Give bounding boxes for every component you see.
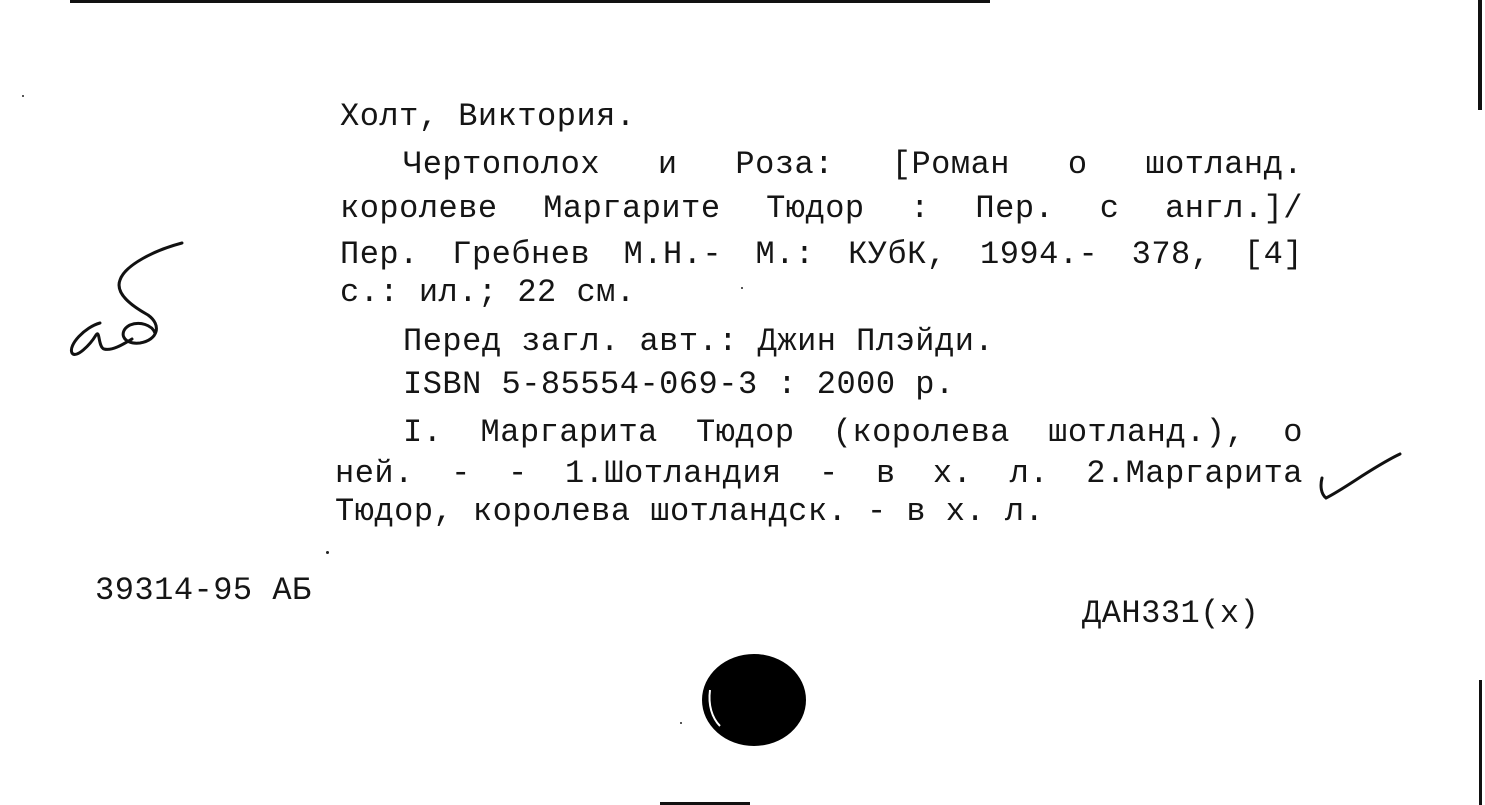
scan-speck (741, 287, 743, 289)
right-edge-mark (1479, 680, 1482, 805)
classification-code: ДАН331(х) (1082, 595, 1260, 632)
description-line: Пер. Гребнев М.Н.- М.: КУбК, 1994.- 378, [4] (340, 236, 1303, 273)
author-heading: Холт, Виктория. (340, 98, 636, 135)
author-note: Перед загл. авт.: Джин Плэйди. (403, 323, 995, 360)
right-edge-mark (1478, 0, 1482, 110)
subject-line: ней. - - 1.Шотландия - в х. л. 2.Маргарита (335, 455, 1303, 492)
description-line: королеве Маргарите Тюдор : Пер. с англ.]/ (340, 190, 1303, 227)
top-edge-mark (70, 0, 990, 3)
subject-line: Тюдор, королева шотландск. - в х. л. (335, 493, 1045, 530)
description-line: Чертополох и Роза: [Роман о шотланд. (403, 146, 1303, 183)
handwritten-check-mark-icon (1316, 448, 1406, 508)
accession-number: 39314-95 АБ (95, 572, 312, 609)
isbn-line: ISBN 5-85554-069-3 : 2000 р. (403, 366, 955, 403)
scan-speck (680, 722, 682, 724)
description-line: с.: ил.; 22 см. (340, 274, 636, 311)
subject-line: I. Маргарита Тюдор (королева шотланд.), о (403, 414, 1303, 451)
scan-speck (326, 551, 329, 554)
scan-speck (22, 95, 24, 97)
handwritten-ab-mark-icon (60, 235, 190, 365)
punch-hole (700, 650, 810, 750)
